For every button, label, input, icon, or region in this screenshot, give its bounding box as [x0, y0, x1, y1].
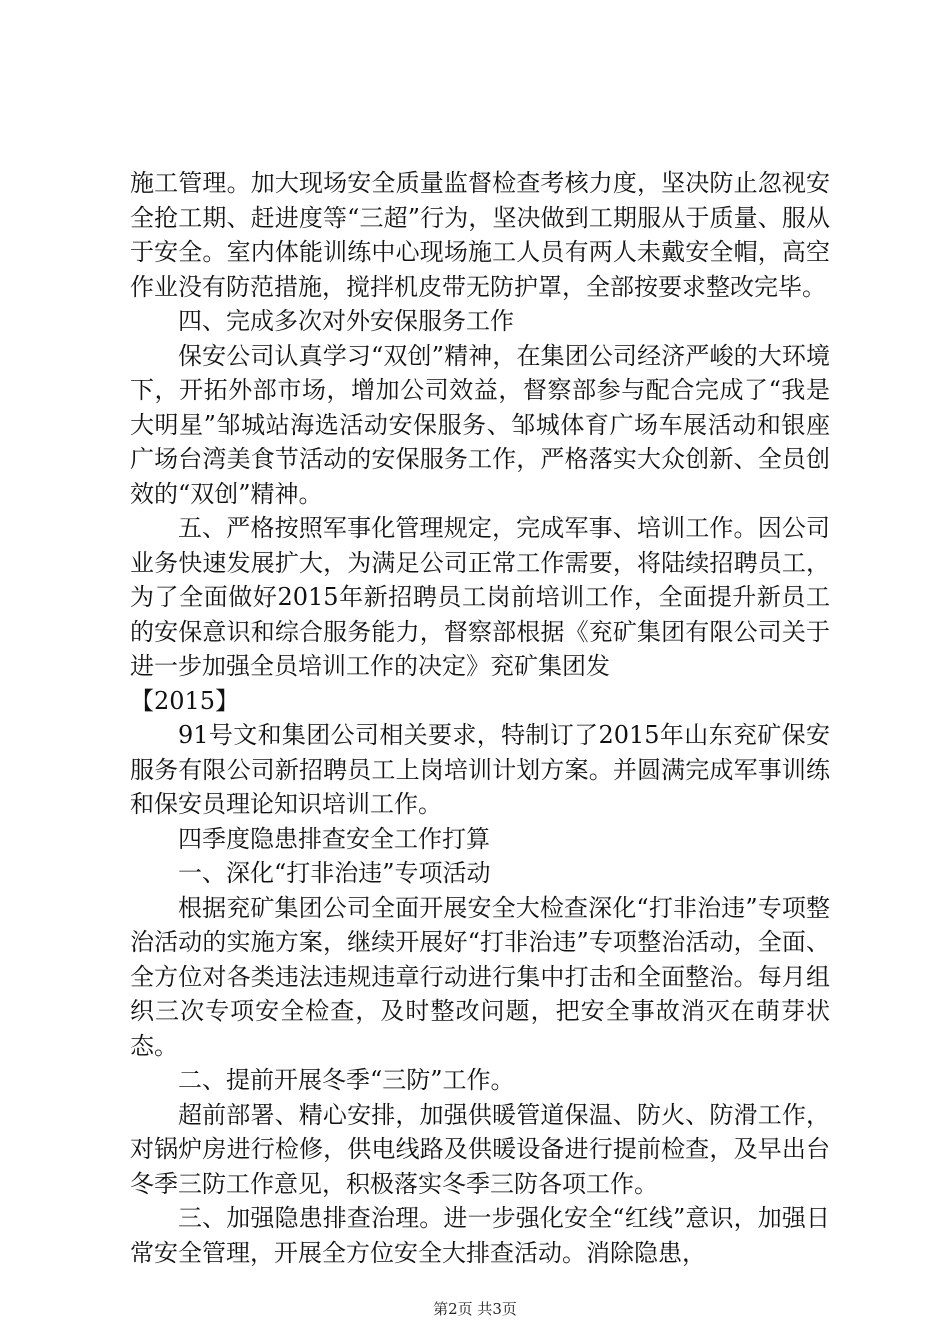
paragraph: 施工管理。加大现场安全质量监督检查考核力度，坚决防止忽视安全抢工期、赶进度等“三超”行为，坚决做到工期服从于质量、服从于安全。室内体能训练中心现场施工人员有两人未戴安全帽，高空作业没有防范措施，搅拌机皮带无防护罩，全部按要求整改完毕。: [130, 169, 830, 301]
section-heading: 二、提前开展冬季“三防”工作。: [178, 1066, 515, 1094]
paragraph: 五、严格按照军事化管理规定，完成军事、培训工作。因公司业务快速发展扩大，为满足公司正常工作需要，将陆续招聘员工，为了全面做好2015年新招聘员工岗前培训工作，全面提升新员工的安保意识和综合服务能力，督察部根据《兖矿集团有限公司关于进一步加强全员培训工作的决定》兖矿集团发: [130, 514, 830, 680]
section-heading: 四、完成多次对外安保服务工作: [178, 307, 514, 335]
paragraph: 【2015】: [130, 686, 240, 715]
paragraph: 根据兖矿集团公司全面开展安全大检查深化“打非治违”专项整治活动的实施方案，继续开展好“打非治违”专项整治活动，全面、全方位对各类违法违规违章行动进行集中打击和全面整治。每月组织三次专项安全检查，及时整改问题，把安全事故消灭在萌芽状态。: [130, 893, 830, 1060]
paragraph: 保安公司认真学习“双创”精神，在集团公司经济严峻的大环境下，开拓外部市场，增加公司效益，督察部参与配合完成了“我是大明星”邹城站海选活动安保服务、邹城体育广场车展活动和银座广场台湾美食节活动的安保服务工作，严格落实大众创新、全员创效的“双创”精神。: [130, 341, 830, 508]
section-heading: 一、深化“打非治违”专项活动: [178, 859, 491, 887]
paragraph: 超前部署、精心安排，加强供暖管道保温、防火、防滑工作，对锅炉房进行检修，供电线路及供暖设备进行提前检查，及早出台冬季三防工作意见，积极落实冬季三防各项工作。: [130, 1100, 830, 1198]
paragraph: 91号文和集团公司相关要求，特制订了2015年山东兖矿保安服务有限公司新招聘员工上岗培训计划方案。并圆满完成军事训练和保安员理论知识培训工作。: [130, 721, 830, 818]
section-heading: 四季度隐患排查安全工作打算: [178, 824, 490, 853]
paragraph: 三、加强隐患排查治理。进一步强化安全“红线”意识，加强日常安全管理，开展全方位安全大排查活动。消除隐患，: [130, 1204, 830, 1267]
document-body: [130, 166, 830, 1270]
page-footer: 第2页 共3页: [433, 1300, 517, 1318]
